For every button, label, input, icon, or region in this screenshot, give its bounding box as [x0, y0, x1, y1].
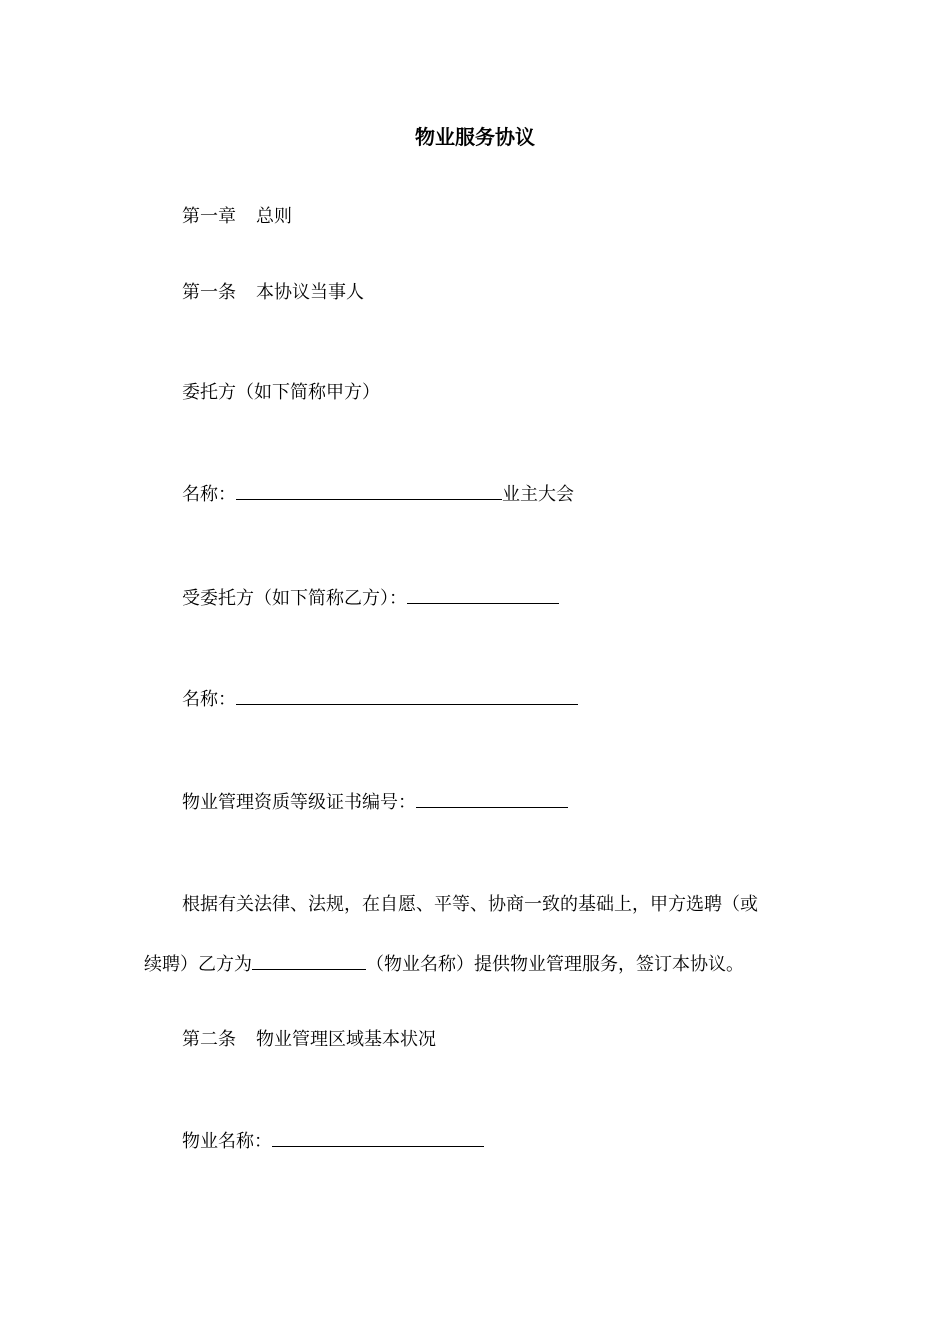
chapter-name: 总则	[256, 206, 292, 227]
property-name-blank[interactable]	[272, 1128, 484, 1147]
client-name-blank[interactable]	[236, 481, 502, 500]
property-name-line	[182, 1128, 484, 1154]
article-2-label: 第二条	[182, 1029, 236, 1050]
client-name-line	[182, 481, 574, 507]
property-name-blank-inline[interactable]	[252, 951, 366, 970]
property-name-label: 物业名称：	[182, 1131, 272, 1152]
client-heading: 委托方（如下简称甲方）	[182, 382, 380, 403]
contractor-name-label: 名称：	[182, 689, 236, 710]
certificate-blank[interactable]	[416, 789, 568, 808]
preamble-line-1: 根据有关法律、法规，在自愿、平等、协商一致的基础上，甲方选聘（或	[182, 894, 758, 915]
document-title: 物业服务协议	[415, 125, 535, 149]
contractor-label: 受委托方（如下简称乙方）：	[182, 588, 407, 609]
article-1-name: 本协议当事人	[256, 282, 364, 303]
article-1-label: 第一条	[182, 282, 236, 303]
preamble-prefix: 续聘）乙方为	[144, 954, 252, 975]
preamble-suffix: （物业名称）提供物业管理服务，签订本协议。	[366, 954, 744, 975]
client-name-label: 名称：	[182, 484, 236, 505]
contractor-name-blank[interactable]	[236, 686, 578, 705]
certificate-line	[182, 789, 568, 815]
chapter-label: 第一章	[182, 206, 236, 227]
contractor-line	[182, 585, 559, 611]
client-name-suffix: 业主大会	[502, 484, 574, 505]
chapter-heading	[182, 205, 292, 229]
preamble-line-2	[144, 951, 744, 977]
article-2-name: 物业管理区域基本状况	[256, 1029, 436, 1050]
contractor-name-line	[182, 686, 578, 712]
contractor-blank[interactable]	[407, 585, 559, 604]
article-2-heading	[182, 1028, 436, 1052]
article-1-heading	[182, 281, 364, 305]
certificate-label: 物业管理资质等级证书编号：	[182, 792, 416, 813]
